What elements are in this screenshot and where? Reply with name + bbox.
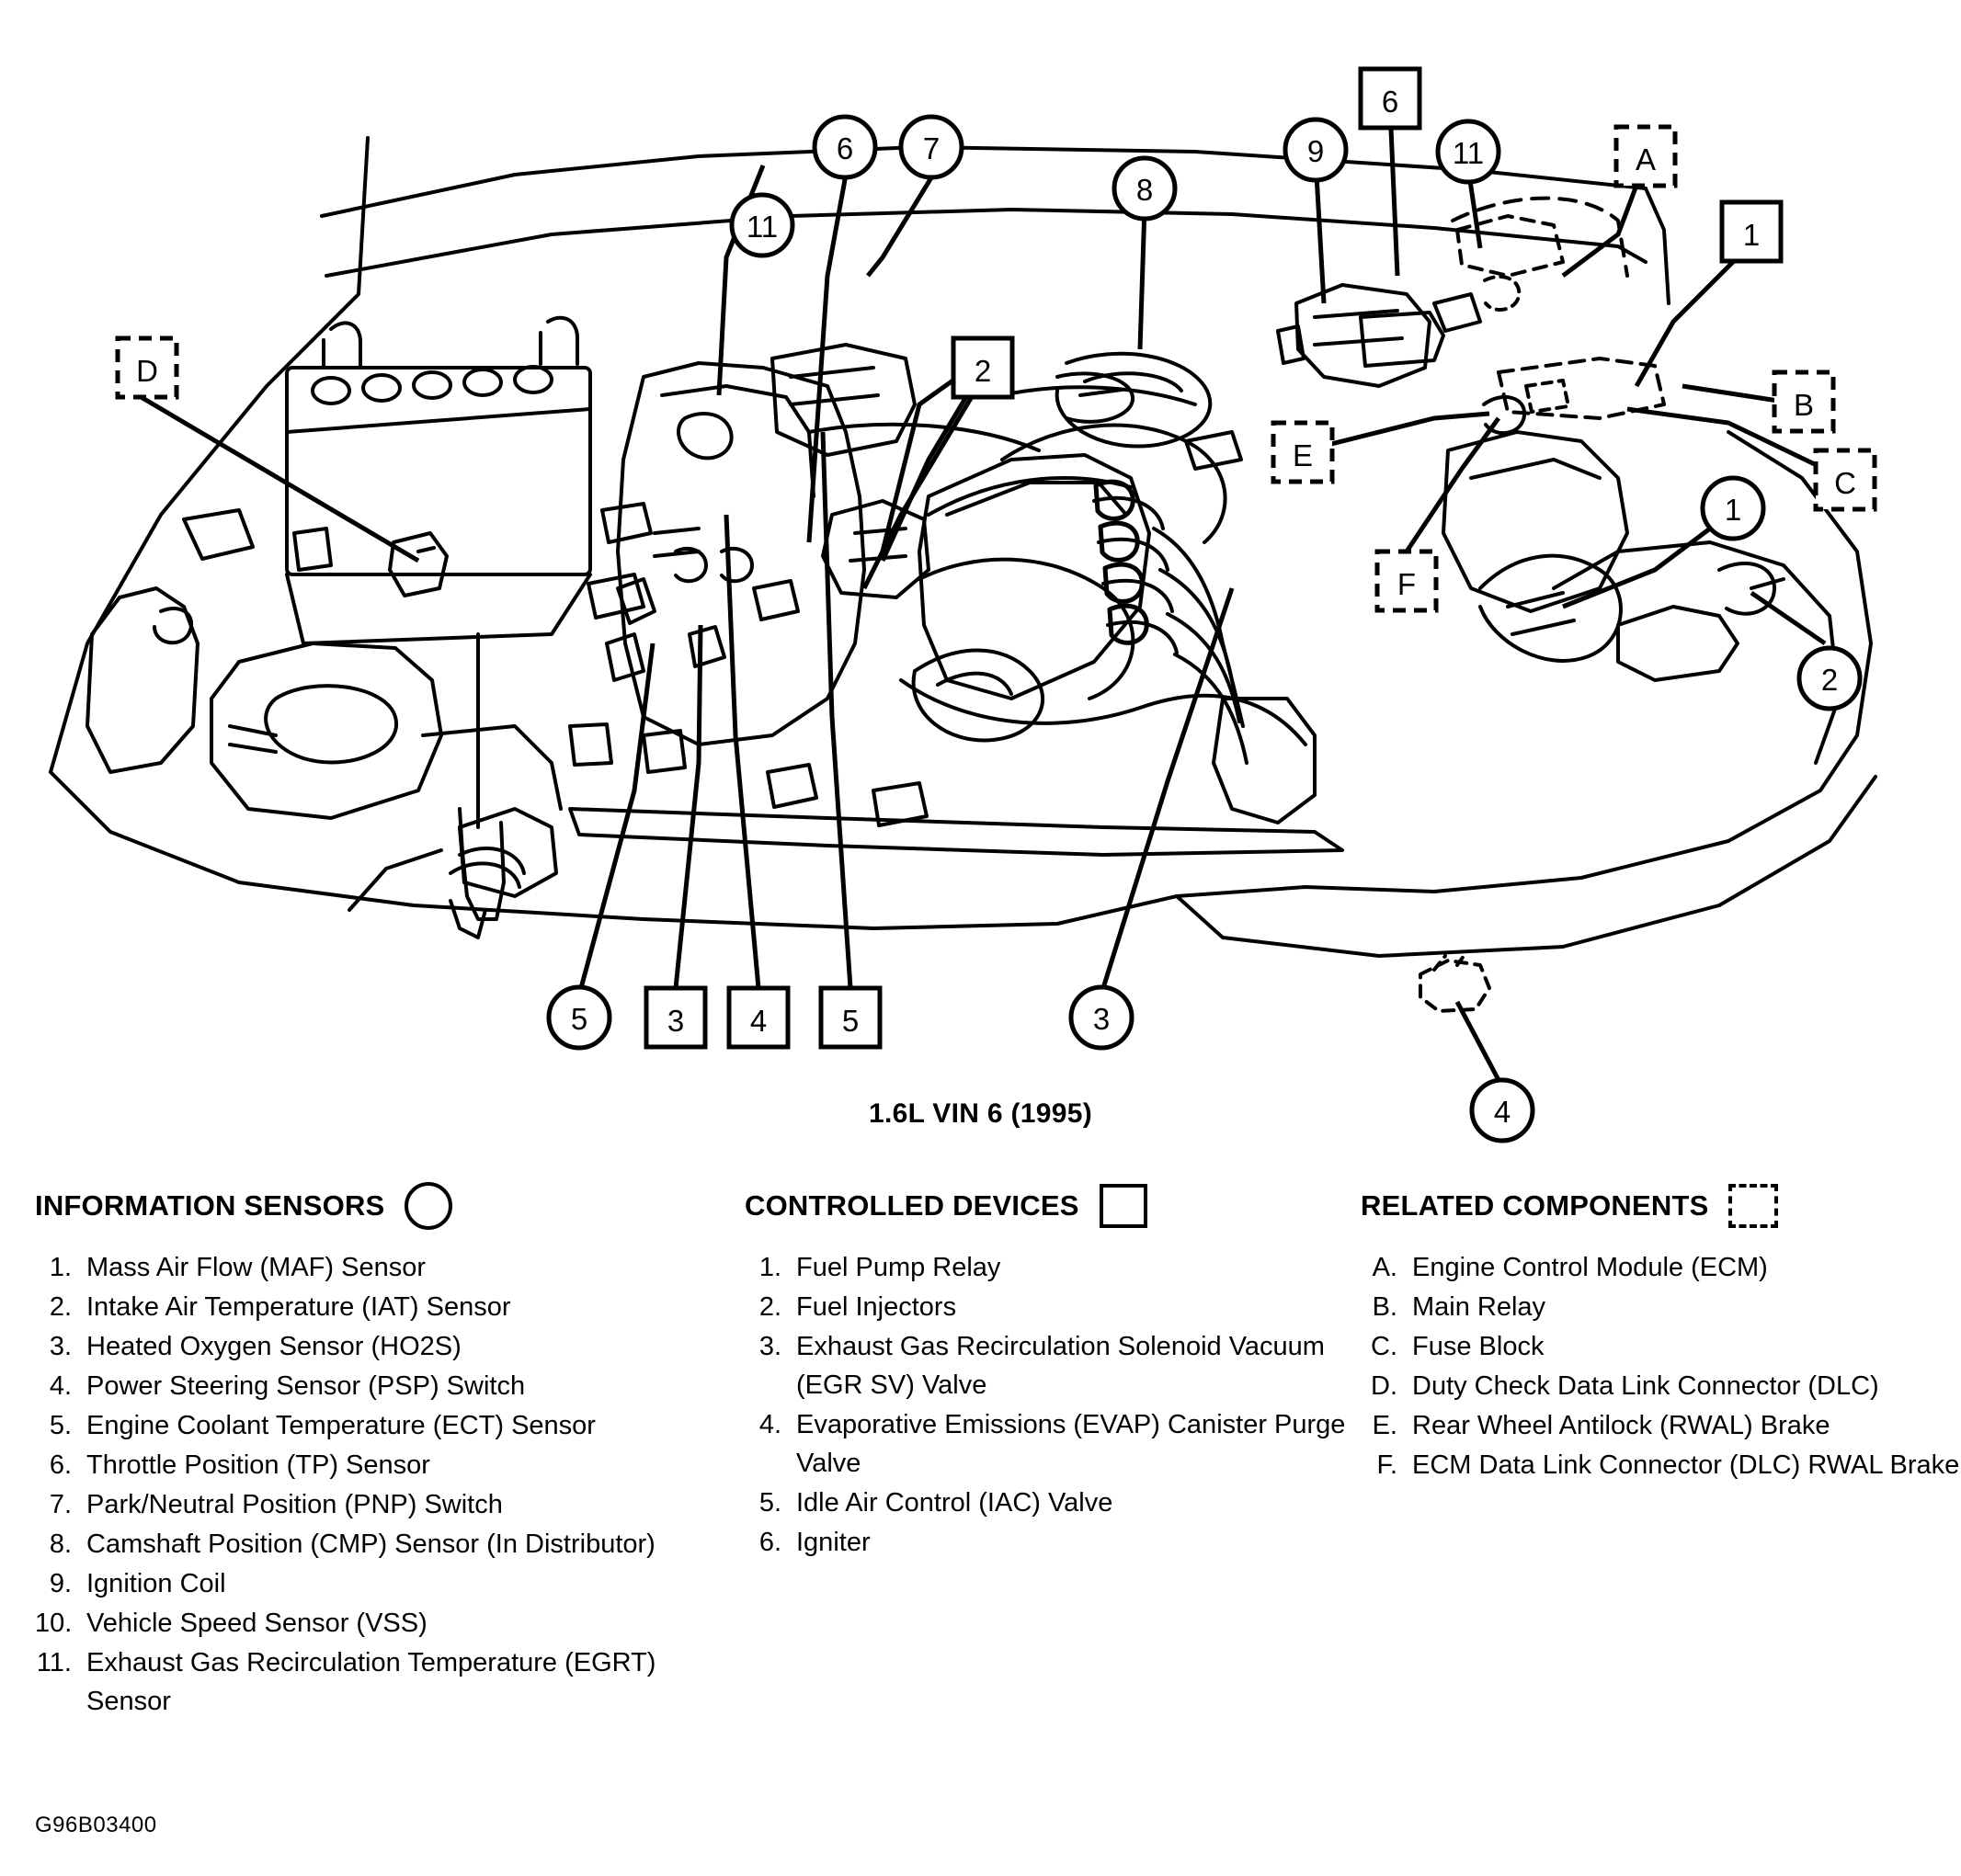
list-item-number: 5. xyxy=(49,1411,72,1440)
pulley-inner xyxy=(938,674,1011,694)
washer-cap xyxy=(154,608,191,642)
list-item-number: E. xyxy=(1372,1411,1397,1440)
svg-text:3: 3 xyxy=(667,1004,685,1038)
list-item xyxy=(745,1484,1361,1522)
list-item xyxy=(35,1406,735,1445)
callout-square-2 xyxy=(953,338,1012,397)
callout-square-5 xyxy=(821,988,880,1047)
leader-F xyxy=(1407,418,1499,551)
leader-6-square-top xyxy=(1391,129,1397,276)
leader-9 xyxy=(1317,175,1324,303)
iac-connector xyxy=(690,627,724,666)
svg-text:5: 5 xyxy=(841,1004,860,1038)
list-item xyxy=(35,1604,735,1643)
list-item-label: Fuel Injectors xyxy=(796,1292,957,1322)
callout-circle-1-right xyxy=(1703,478,1763,539)
list-item xyxy=(1361,1367,1961,1405)
callout-dashed-E xyxy=(1273,423,1332,482)
legend-list-controlled-devices xyxy=(745,1248,1361,1562)
callout-dashed-A xyxy=(1616,127,1675,186)
list-item xyxy=(35,1525,735,1563)
callout-circle-9 xyxy=(1285,119,1346,180)
list-item-number: 5. xyxy=(758,1488,781,1518)
list-item-number: 6. xyxy=(49,1450,72,1480)
list-item xyxy=(1361,1446,1961,1484)
list-item-number: A. xyxy=(1372,1253,1397,1282)
legend-header-controlled-devices xyxy=(745,1177,1361,1235)
list-item-label: ECM Data Link Connector (DLC) RWAL Brake xyxy=(1412,1450,1960,1480)
circle-symbol-icon xyxy=(405,1182,452,1230)
legend-column-controlled-devices xyxy=(735,1177,1361,1563)
battery-caps xyxy=(313,367,552,404)
legend-header-related-components xyxy=(1361,1177,1961,1235)
list-item-label: Intake Air Temperature (IAT) Sensor xyxy=(86,1292,511,1322)
psp-line xyxy=(450,863,519,887)
evap-detail xyxy=(1434,952,1466,970)
sensor-box-a xyxy=(588,574,644,618)
list-item-label: Camshaft Position (CMP) Sensor (In Distributor) xyxy=(86,1529,656,1559)
list-item-number: 1. xyxy=(49,1253,72,1282)
legend xyxy=(0,1177,1961,1722)
svg-text:B: B xyxy=(1793,388,1815,422)
svg-text:11: 11 xyxy=(1452,136,1485,170)
callout-dashed-F xyxy=(1377,551,1436,610)
list-item xyxy=(1361,1406,1961,1445)
list-item-number: 8. xyxy=(49,1529,72,1559)
sensor-box-c xyxy=(754,581,798,620)
list-item-label: Exhaust Gas Recirculation Temperature (EGRT) Sensor xyxy=(86,1648,656,1716)
svg-text:3: 3 xyxy=(1092,1002,1111,1036)
svg-text:4: 4 xyxy=(749,1004,768,1038)
callout-square-4 xyxy=(729,988,788,1047)
small-bracket-2 xyxy=(644,731,685,772)
callout-square-6 xyxy=(1361,69,1419,128)
lower-body-line xyxy=(51,735,1857,928)
legend-header-information-sensors xyxy=(35,1177,735,1235)
diagram-caption: 1.6L VIN 6 (1995) xyxy=(868,1098,1092,1129)
list-item-label: Power Steering Sensor (PSP) Switch xyxy=(86,1371,526,1401)
duty-check-dlc xyxy=(390,533,447,596)
leader-8 xyxy=(1140,207,1145,349)
svg-text:1: 1 xyxy=(1724,493,1742,527)
list-item xyxy=(1361,1288,1961,1326)
list-item-number: 7. xyxy=(49,1490,72,1519)
engine-detail-1 xyxy=(678,414,732,458)
plug-wire-cluster xyxy=(1214,699,1315,823)
svg-text:8: 8 xyxy=(1135,173,1154,207)
fuse-block-dashed xyxy=(1526,381,1568,412)
legend-title-information-sensors: INFORMATION SENSORS xyxy=(35,1189,385,1222)
list-item xyxy=(35,1248,735,1287)
list-item-number: 4. xyxy=(758,1410,781,1439)
svg-text:2: 2 xyxy=(974,354,992,388)
callout-circle-7 xyxy=(901,117,962,177)
leader-4-square xyxy=(726,515,758,988)
callout-circle-3-bottom xyxy=(1071,987,1132,1048)
square-symbol-icon xyxy=(1100,1184,1147,1228)
small-bracket xyxy=(570,724,611,765)
legend-list-information-sensors xyxy=(35,1248,735,1721)
small-box-left2 xyxy=(294,529,331,570)
callout-circle-6-top xyxy=(815,117,875,177)
list-item-label: Evaporative Emissions (EVAP) Canister Purge Valve xyxy=(796,1410,1346,1478)
leader-5-circle xyxy=(581,643,653,988)
list-item xyxy=(745,1248,1361,1287)
list-item-number: 2. xyxy=(49,1292,72,1322)
air-intake-duct xyxy=(1480,556,1621,661)
reservoir-cap xyxy=(266,686,396,762)
list-item-label: Rear Wheel Antilock (RWAL) Brake xyxy=(1412,1411,1830,1440)
list-item-label: Exhaust Gas Recirculation Solenoid Vacuum (EGR SV) Valve xyxy=(796,1332,1325,1400)
leader-lines xyxy=(138,129,1843,1080)
list-item xyxy=(745,1288,1361,1326)
ecm-dashed-box xyxy=(1457,216,1563,276)
o2-sensor-line xyxy=(1080,390,1122,395)
list-item-label: Idle Air Control (IAC) Valve xyxy=(796,1488,1113,1518)
svg-text:C: C xyxy=(1834,466,1856,500)
list-item-label: Fuse Block xyxy=(1412,1332,1545,1361)
svg-text:6: 6 xyxy=(836,131,854,165)
dashed-box-symbol-icon xyxy=(1728,1184,1778,1228)
callout-circle-5-bottom xyxy=(549,987,610,1048)
list-item xyxy=(1361,1248,1961,1287)
callout-circle-2-right xyxy=(1799,648,1860,709)
battery-terminal-right xyxy=(541,318,577,364)
callout-circle-11-left xyxy=(732,195,792,256)
list-item xyxy=(745,1523,1361,1562)
list-item-label: Main Relay xyxy=(1412,1292,1546,1322)
vacuum-line-2 xyxy=(1002,387,1195,404)
throttle-body-lines xyxy=(791,368,878,404)
bracket-left xyxy=(423,726,561,809)
list-item xyxy=(35,1446,735,1484)
list-item-number: 2. xyxy=(758,1292,781,1322)
wire-small xyxy=(460,848,524,873)
o2-sensor-body xyxy=(1057,373,1133,421)
list-item-label: Engine Control Module (ECM) xyxy=(1412,1253,1768,1282)
list-item-label: Ignition Coil xyxy=(86,1569,226,1598)
figure-code: G96B03400 xyxy=(35,1813,157,1837)
pulley-circle xyxy=(914,651,1043,741)
list-item xyxy=(35,1643,735,1721)
leader-3-square xyxy=(676,625,701,988)
list-item-number: 11. xyxy=(36,1648,72,1677)
list-item-number: D. xyxy=(1371,1371,1397,1401)
legend-title-related-components: RELATED COMPONENTS xyxy=(1361,1189,1709,1222)
list-item xyxy=(35,1485,735,1524)
leader-D xyxy=(138,395,418,561)
svg-text:7: 7 xyxy=(922,131,941,165)
vacuum-line-1 xyxy=(809,425,1039,450)
list-item-number: 10. xyxy=(35,1609,73,1638)
list-item-number: 3. xyxy=(49,1332,72,1361)
list-item-label: Fuel Pump Relay xyxy=(796,1253,1001,1282)
leader-6-top xyxy=(809,175,846,542)
svg-text:E: E xyxy=(1292,438,1314,472)
list-item xyxy=(745,1327,1361,1404)
list-item xyxy=(35,1564,735,1603)
svg-text:5: 5 xyxy=(570,1002,588,1036)
vacuum-canister xyxy=(1186,432,1241,469)
list-item-label: Mass Air Flow (MAF) Sensor xyxy=(86,1253,426,1282)
leader-5-square xyxy=(823,432,850,988)
svg-text:9: 9 xyxy=(1306,134,1325,168)
list-item xyxy=(35,1288,735,1326)
sensor-box-d xyxy=(768,765,816,807)
legend-column-related-components xyxy=(1361,1177,1961,1485)
legend-list-related-components xyxy=(1361,1248,1961,1484)
washer-bottle xyxy=(87,588,198,772)
cyl-bottom xyxy=(460,823,504,919)
list-item xyxy=(35,1367,735,1405)
list-item-number: 1. xyxy=(758,1253,781,1282)
list-item-number: 4. xyxy=(49,1371,72,1401)
evap-canister-dashed xyxy=(1420,961,1489,1011)
list-item-label: Heated Oxygen Sensor (HO2S) xyxy=(86,1332,462,1361)
callout-dashed-C xyxy=(1816,450,1875,509)
list-item-label: Throttle Position (TP) Sensor xyxy=(86,1450,430,1480)
wire-down-left xyxy=(349,850,441,910)
small-box-left xyxy=(184,510,253,559)
list-item xyxy=(35,1327,735,1366)
intake-runner-box xyxy=(823,501,929,597)
svg-text:1: 1 xyxy=(1742,218,1761,252)
fender-left-edge xyxy=(51,138,368,772)
sensor-box-b xyxy=(602,504,651,542)
iat-sensor xyxy=(1719,563,1774,614)
list-item xyxy=(1361,1327,1961,1366)
list-item-label: Duty Check Data Link Connector (DLC) xyxy=(1412,1371,1879,1401)
svg-text:2: 2 xyxy=(1820,663,1839,697)
list-item-number: 6. xyxy=(758,1528,781,1557)
callout-square-1 xyxy=(1722,202,1781,261)
list-item-number: B. xyxy=(1372,1292,1397,1322)
duct-right xyxy=(1618,607,1738,680)
list-item-number: C. xyxy=(1371,1332,1397,1361)
svg-text:6: 6 xyxy=(1381,85,1399,119)
svg-text:D: D xyxy=(136,354,158,388)
list-item-label: Igniter xyxy=(796,1528,871,1557)
list-item xyxy=(745,1405,1361,1483)
air-cleaner-top xyxy=(1471,460,1600,478)
svg-text:4: 4 xyxy=(1493,1095,1511,1129)
valve-cover xyxy=(919,455,1149,699)
battery-top-band xyxy=(287,409,590,432)
callout-circle-8 xyxy=(1114,158,1175,219)
ecm-round xyxy=(1485,277,1519,310)
list-item-label: Engine Coolant Temperature (ECT) Sensor xyxy=(86,1411,596,1440)
legend-title-controlled-devices: CONTROLLED DEVICES xyxy=(745,1189,1079,1222)
cowl-second-line xyxy=(326,210,1646,276)
dlc-detail xyxy=(418,548,434,551)
leader-4-circle xyxy=(1457,1002,1499,1080)
coil-plug xyxy=(1434,294,1480,331)
callout-dashed-D xyxy=(118,338,177,397)
list-item-label: Vehicle Speed Sensor (VSS) xyxy=(86,1609,428,1638)
list-item-number: 9. xyxy=(49,1569,72,1598)
callout-dashed-B xyxy=(1774,372,1833,431)
svg-text:F: F xyxy=(1397,567,1417,601)
coil-connector xyxy=(1278,326,1304,363)
callout-circle-11-right xyxy=(1438,121,1499,182)
lower-body-line-2 xyxy=(1177,777,1875,956)
list-item-number: 3. xyxy=(758,1332,781,1361)
battery-terminal-left xyxy=(324,323,360,368)
callout-square-3 xyxy=(646,988,705,1047)
svg-text:A: A xyxy=(1635,142,1657,176)
list-item-label: Park/Neutral Position (PNP) Switch xyxy=(86,1490,503,1519)
list-item-number: F. xyxy=(1376,1450,1397,1480)
cowl-right-end xyxy=(1646,188,1669,303)
iat-lead xyxy=(1751,579,1784,588)
legend-column-information-sensors xyxy=(0,1177,735,1722)
leader-7 xyxy=(868,175,933,276)
lower-crossmember xyxy=(570,809,1342,855)
svg-text:11: 11 xyxy=(746,210,779,244)
leader-2-square-c xyxy=(864,377,984,588)
